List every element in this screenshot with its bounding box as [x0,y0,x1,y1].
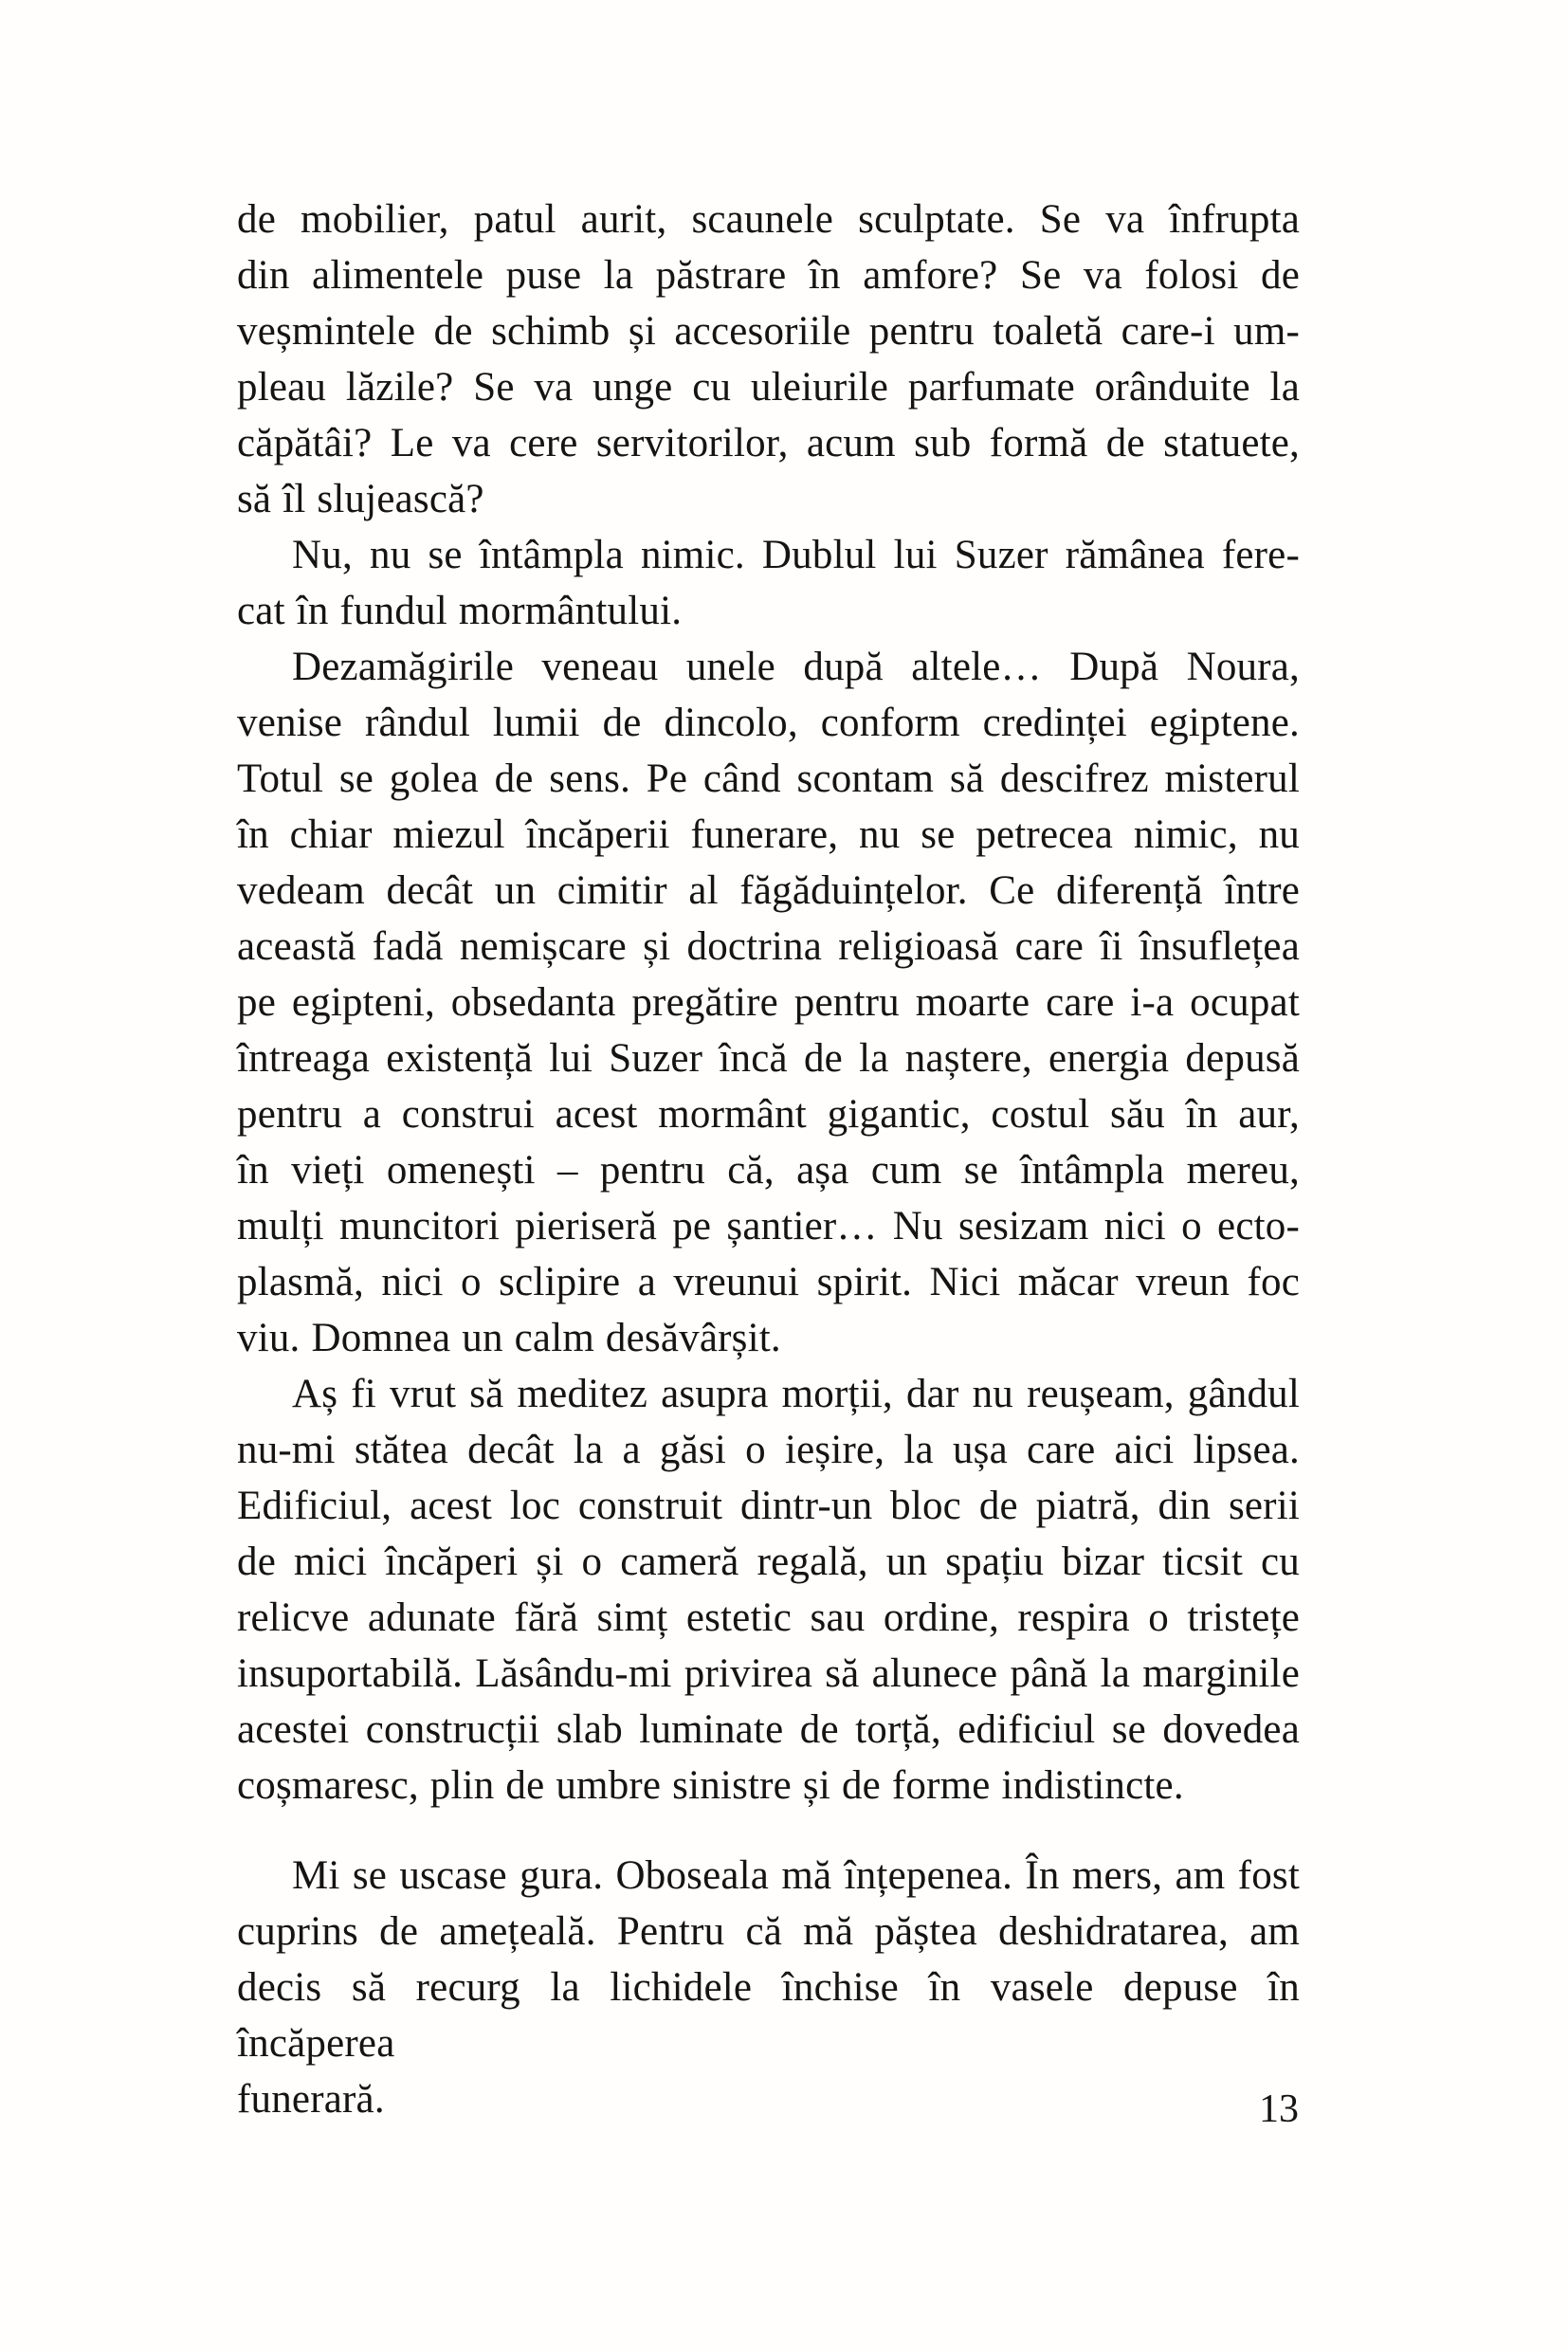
text-line: Nu, nu se întâmpla nimic. Dublul lui Suzer rămânea fere- [292,533,1300,577]
text-line: vedeam decât un cimitir al făgăduințelor. Ce diferență între [237,868,1300,913]
text-line: Mi se uscase gura. Oboseala mă înțepenea. În mers, am fost [292,1853,1300,1898]
paragraph [237,1848,1300,2127]
text-line: această fadă nemișcare și doctrina religioasă care îi însuflețea [237,924,1300,969]
text-line: Aș fi vrut să meditez asupra morții, dar nu reușeam, gândul [292,1372,1300,1416]
page-number: 13 [1259,2087,1299,2131]
text-line: cat în fundul mormântului. [237,589,683,633]
text-line: viu. Domnea un calm desăvârșit. [237,1316,781,1360]
paragraph [237,639,1300,1366]
text-line: veșmintele de schimb și accesoriile pentru toaletă care-i um- [237,309,1300,354]
text-line: pleau lăzile? Se va unge cu uleiurile parfumate orânduite la [237,365,1300,410]
page-text [237,191,1300,2127]
text-line: Totul se golea de sens. Pe când scontam să descifrez misterul [237,756,1300,801]
text-line: de mobilier, patul aurit, scaunele sculptate. Se va înfrupta [237,197,1300,242]
text-line: decis să recurg la lichidele închise în vasele depuse în încăperea [237,1965,1300,2066]
paragraph [237,191,1300,527]
text-line: nu-mi stătea decât la a găsi o ieșire, la ușa care aici lipsea. [237,1428,1300,1472]
text-line: coșmaresc, plin de umbre sinistre și de forme indistincte. [237,1763,1184,1808]
text-line: venise rândul lumii de dincolo, conform credinței egiptene. [237,701,1300,745]
text-line: acestei construcții slab luminate de torță, edificiul se dovedea [237,1707,1300,1752]
text-line: Dezamăgirile veneau unele după altele… După Noura, [292,645,1300,689]
text-line: de mici încăperi și o cameră regală, un spațiu bizar ticsit cu [237,1540,1300,1584]
paragraph [237,527,1300,639]
text-line: insuportabilă. Lăsându-mi privirea să alunece până la marginile [237,1651,1300,1696]
text-line: cuprins de amețeală. Pentru că mă păștea deshidratarea, am [237,1909,1300,1954]
text-line: pe egipteni, obsedanta pregătire pentru moarte care i-a ocupat [237,980,1300,1025]
text-line: relicve adunate fără simț estetic sau ordine, respira o tristețe [237,1595,1300,1640]
text-line: Edificiul, acest loc construit dintr-un bloc de piatră, din serii [237,1484,1300,1528]
text-line: mulți muncitori pieriseră pe șantier… Nu sesizam nici o ecto- [237,1204,1300,1248]
text-line: întreaga existență lui Suzer încă de la naștere, energia depusă [237,1036,1300,1081]
text-line: în vieți omenești – pentru că, așa cum se întâmpla mereu, [237,1148,1300,1193]
text-line: pentru a construi acest mormânt gigantic, costul său în aur, [237,1092,1300,1137]
text-line: căpătâi? Le va cere servitorilor, acum sub formă de statuete, [237,421,1300,465]
text-line: plasmă, nici o sclipire a vreunui spirit. Nici măcar vreun foc [237,1260,1300,1304]
text-line: funerară. [237,2077,385,2122]
text-line: să îl slujească? [237,477,484,521]
text-line: din alimentele puse la păstrare în amfore? Se va folosi de [237,253,1300,298]
text-line: în chiar miezul încăperii funerare, nu se petrecea nimic, nu [237,812,1300,857]
paragraph [237,1366,1300,1813]
